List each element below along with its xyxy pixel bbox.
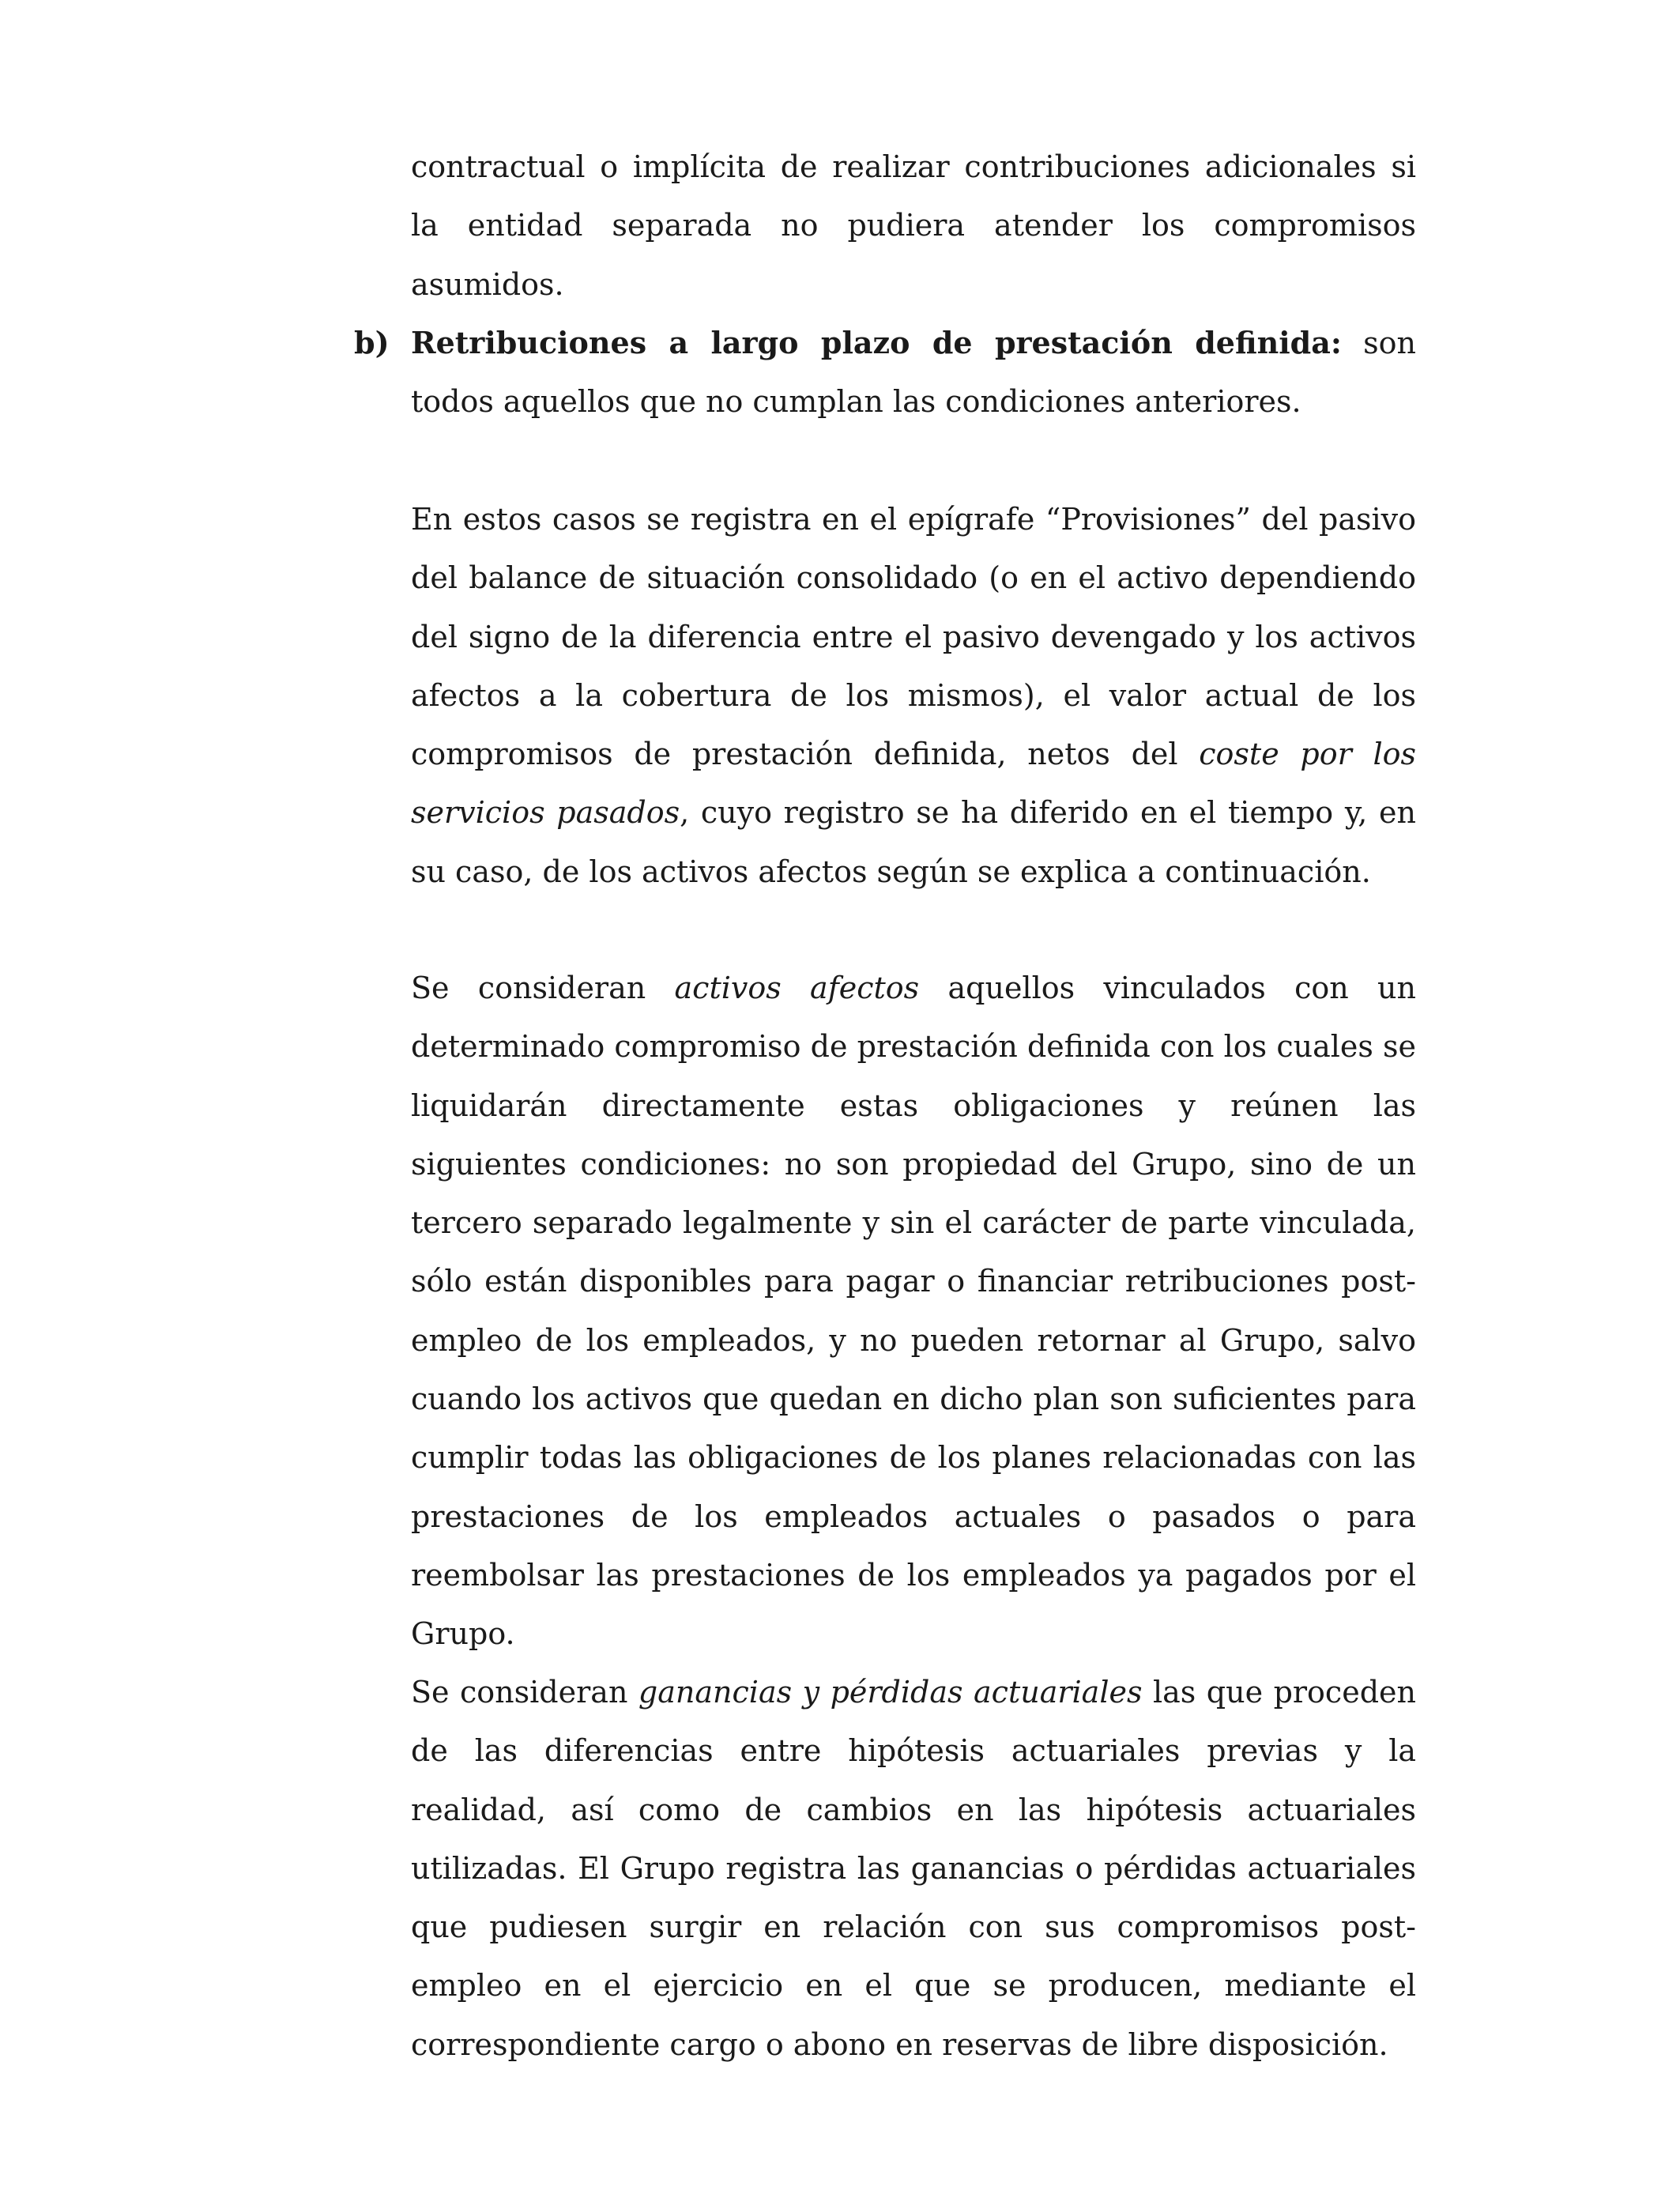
paragraph-text-start: Se consideran <box>411 1675 638 1710</box>
list-item-text: son todos aquellos que no cumplan las condiciones anteriores. <box>411 326 1417 420</box>
list-item-b <box>411 314 1416 432</box>
paragraph-text-start: En estos casos se registra en el epígrafe “Provisiones” del pasivo del balance de situación consolidado (o en el activo dependiendo del signo de la diferencia entre el pasivo devengado y los activos afectos a la cobertura de los mismos), el valor actual de los compromisos de prestación definida, netos del <box>411 502 1416 772</box>
paragraph-text: contractual o implícita de realizar contribuciones adicionales si la entidad separada no pudiera atender los compromisos asumidos. <box>411 149 1416 302</box>
paragraph-text-end: las que proceden de las diferencias entre hipótesis actuariales previas y la realidad, así como de cambios en las hipótesis actuariales utilizadas. El Grupo registra las ganancias o pérdidas actuariales que pudiesen surgir en relación con sus compromisos post-empleo en el ejercicio en el que se producen, mediante el correspondiente cargo o abono en reservas de libre disposición. <box>411 1675 1416 2062</box>
paragraph-italic-term: activos afectos <box>674 971 920 1005</box>
paragraph-text-start: Se consideran <box>411 971 675 1005</box>
paragraph-text-end: , cuyo registro se ha diferido en el tiempo y, en su caso, de los activos afectos según se explica a continuación. <box>411 795 1416 889</box>
list-marker-b: b) <box>354 325 390 360</box>
paragraph-continuation <box>411 138 1416 314</box>
paragraph-ganancias-perdidas <box>411 1663 1416 2074</box>
paragraph-italic-term: ganancias y pérdidas actuariales <box>638 1675 1143 1710</box>
list-item-title: Retribuciones a largo plazo de prestación definida: <box>411 325 1342 360</box>
paragraph-provisiones <box>411 490 1416 901</box>
paragraph-text-end: aquellos vinculados con un determinado compromiso de prestación definida con los cuales se liquidarán directamente estas obligaciones y reúnen las siguientes condiciones: no son propiedad del Grupo, sino de un tercero separado legalmente y sin el carácter de parte vinculada, sólo están disponibles para pagar o financiar retribuciones post-empleo de los empleados, y no pueden retornar al Grupo, salvo cuando los activos que quedan en dicho plan son suficientes para cumplir todas las obligaciones de los planes relacionadas con las prestaciones de los empleados actuales o pasados o para reembolsar las prestaciones de los empleados ya pagados por el Grupo. <box>411 971 1416 1652</box>
paragraph-italic-term: coste por los servicios pasados <box>411 737 1416 831</box>
paragraph-activos-afectos <box>411 959 1416 1664</box>
